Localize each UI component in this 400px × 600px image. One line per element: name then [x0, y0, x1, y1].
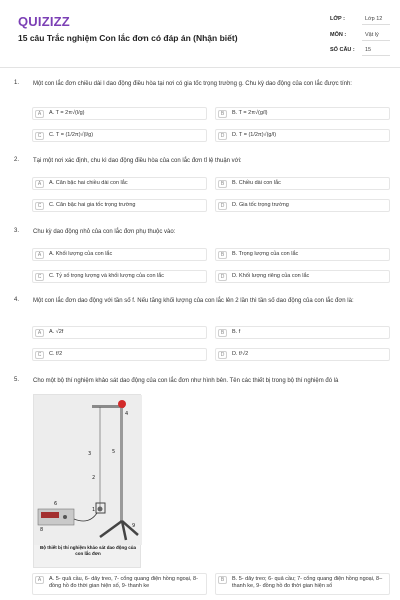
meta-class	[330, 14, 392, 26]
option-letter: B	[218, 180, 227, 188]
figure-label: 2	[92, 475, 96, 481]
option-d[interactable]	[215, 348, 390, 361]
option-b[interactable]	[215, 326, 390, 339]
meta-count-value: 15	[362, 45, 390, 56]
option-a[interactable]	[32, 248, 207, 261]
question-text: Chu kỳ dao động nhỏ của con lắc đơn phụ thuộc vào:	[33, 229, 176, 235]
option-a[interactable]	[32, 177, 207, 190]
meta-count-label: SỐ CÂU :	[330, 47, 355, 53]
option-text: A. 5- quả cầu, 6- dây treo, 7- cổng quang điện hồng ngoại, 8- đồng hồ đo thời gian hiện số, 9- thanh ke	[49, 576, 198, 589]
figure-label: 1	[92, 507, 96, 513]
option-letter: D	[218, 132, 227, 140]
option-letter: A	[35, 110, 44, 118]
option-letter: C	[35, 202, 44, 210]
option-letter: D	[218, 273, 227, 281]
option-text: B. 5- dây treo; 6- quả cầu; 7- cổng quang điện hồng ngoại, 8– thanh ke, 9- đồng hồ đo thời gian hiện số	[232, 576, 383, 589]
option-c[interactable]	[32, 199, 207, 212]
option-d[interactable]	[215, 270, 390, 283]
option-text: A. Khối lượng của con lắc	[49, 251, 113, 257]
question-text: Cho một bộ thí nghiệm khảo sát dao động của con lắc đơn như hình bên. Tên các thiết bị trong bộ thí nghiệm đó là	[33, 378, 339, 384]
option-letter: C	[35, 132, 44, 140]
option-letter: B	[218, 329, 227, 337]
option-text: D. Khối lượng riêng của con lắc	[232, 273, 310, 279]
option-text: C. T = (1/2π)√(l/g)	[49, 132, 94, 138]
question-number: 3.	[14, 228, 20, 234]
option-text: B. T = 2π√(g/l)	[232, 110, 268, 116]
option-letter: A	[35, 180, 44, 188]
option-d[interactable]	[215, 199, 390, 212]
quizizz-logo[interactable]: QUIZIZZ	[18, 14, 70, 29]
option-letter: C	[35, 351, 44, 359]
option-text: D. f/√2	[232, 351, 249, 357]
option-letter: D	[218, 351, 227, 359]
option-d[interactable]	[215, 129, 390, 142]
question-number: 4.	[14, 297, 20, 303]
figure-caption: Bộ thiết bị thí nghiệm khảo sát dao động của con lắc đơn	[39, 545, 136, 556]
option-c[interactable]	[32, 270, 207, 283]
option-letter: D	[218, 202, 227, 210]
option-letter: A	[35, 251, 44, 259]
option-text: C. f/2	[49, 351, 63, 357]
figure-label: 4	[125, 411, 129, 417]
meta-subject-value: Vật lý	[362, 30, 390, 41]
option-a[interactable]	[32, 107, 207, 120]
figure-label: 8	[40, 527, 44, 533]
question-text: Một con lắc đơn dao động với tần số f. Nếu tăng khối lượng của con lắc lên 2 lần thì tần số dao động của con lắc đơn là:	[33, 298, 354, 304]
pendulum-apparatus-image	[34, 395, 142, 545]
option-text: A. T = 2π√(l/g)	[49, 110, 85, 116]
option-text: A. √2f	[49, 329, 64, 335]
option-b[interactable]	[215, 107, 390, 120]
option-text: A. Căn bậc hai chiều dài con lắc	[49, 180, 128, 186]
figure-label: 6	[54, 501, 58, 507]
meta-subject	[330, 30, 392, 42]
option-letter: A	[35, 329, 44, 337]
option-a[interactable]	[32, 573, 207, 595]
option-letter: B	[218, 251, 227, 259]
option-text: C. Căn bậc hai gia tốc trọng trường	[49, 202, 136, 208]
option-text: D. Gia tốc trọng trường	[232, 202, 289, 208]
option-letter: B	[218, 576, 227, 584]
option-c[interactable]	[32, 348, 207, 361]
figure-label: 3	[88, 451, 92, 457]
question-text: Một con lắc đơn chiều dài l dao động điều hòa tại nơi có gia tốc trọng trường g. Chu kỳ dao động của con lắc được tính:	[33, 81, 352, 87]
pendulum-experiment-figure	[33, 394, 141, 568]
option-text: B. f	[232, 329, 241, 335]
worksheet-title: 15 câu Trắc nghiệm Con lắc đơn có đáp án (Nhận biết)	[18, 33, 238, 43]
option-c[interactable]	[32, 129, 207, 142]
worksheet-header	[0, 0, 400, 68]
option-b[interactable]	[215, 248, 390, 261]
option-letter: C	[35, 273, 44, 281]
option-text: D. T = (1/2π)√(g/l)	[232, 132, 277, 138]
question-number: 1.	[14, 80, 20, 86]
figure-label: 9	[132, 523, 136, 529]
option-text: C. Tỷ số trọng lượng và khối lượng của con lắc	[49, 273, 165, 279]
question-number: 2.	[14, 157, 20, 163]
option-a[interactable]	[32, 326, 207, 339]
option-b[interactable]	[215, 177, 390, 190]
option-text: B. Chiều dài con lắc	[232, 180, 281, 186]
meta-count	[330, 45, 392, 57]
meta-class-label: LỚP :	[330, 16, 345, 22]
option-letter: B	[218, 110, 227, 118]
question-text: Tại một nơi xác định, chu kì dao động điều hòa của con lắc đơn tỉ lệ thuận với:	[33, 158, 242, 164]
meta-class-value: Lớp 12	[362, 14, 390, 25]
meta-subject-label: MÔN :	[330, 32, 347, 38]
option-letter: A	[35, 576, 44, 584]
option-b[interactable]	[215, 573, 390, 595]
option-text: B. Trọng lượng của con lắc	[232, 251, 299, 257]
question-number: 5.	[14, 377, 20, 383]
figure-label: 5	[112, 449, 116, 455]
